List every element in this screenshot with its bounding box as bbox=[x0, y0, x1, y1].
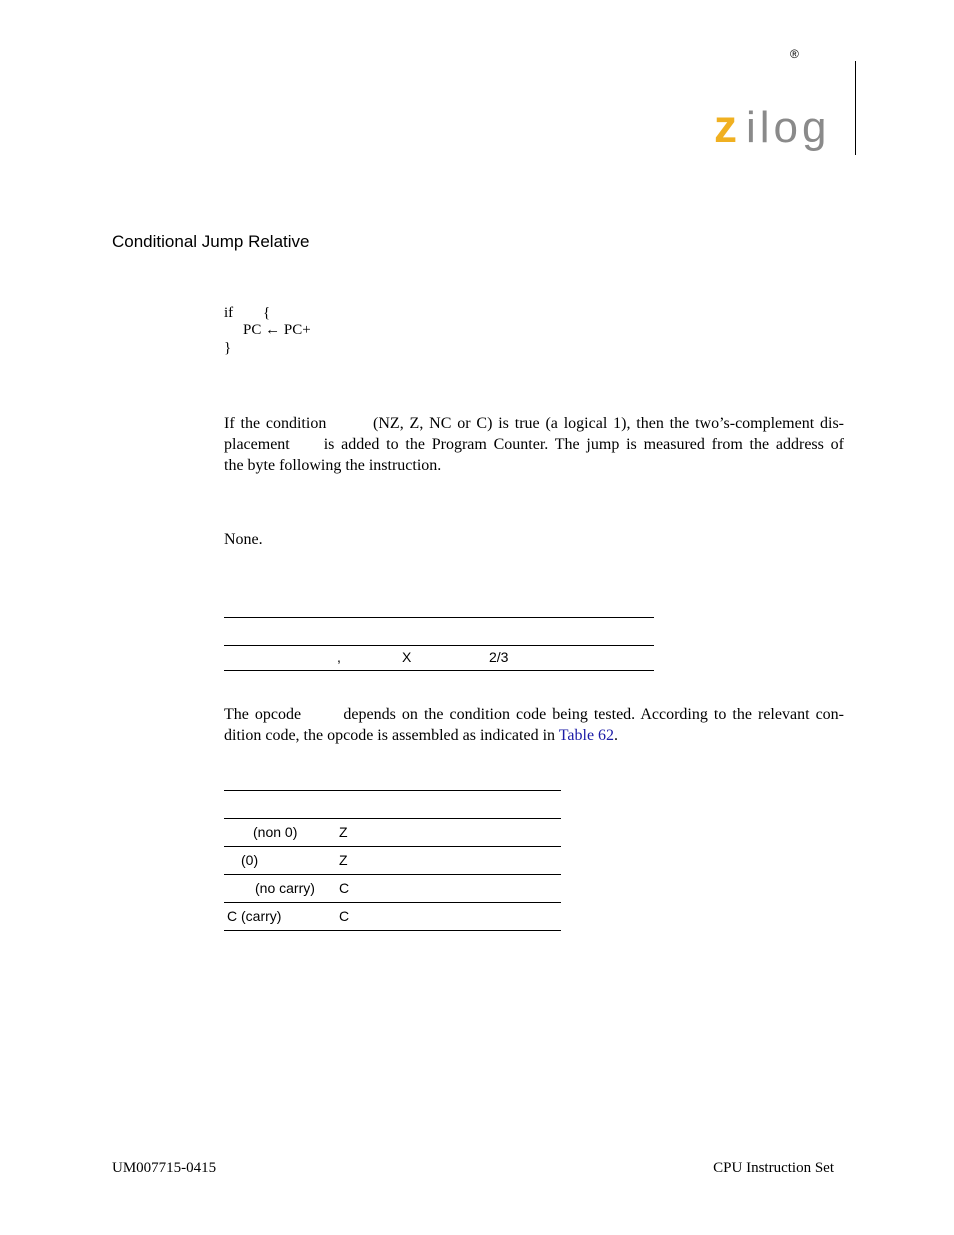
opcode-paragraph bbox=[224, 704, 844, 746]
footer-section-title: CPU Instruction Set bbox=[713, 1160, 834, 1176]
opcode-line bbox=[224, 725, 844, 746]
table-cell-cycles: 2/3 bbox=[489, 649, 509, 665]
footer-document-id: UM007715-0415 bbox=[112, 1160, 217, 1176]
description-line: placement is added to the Program Counter. The jump is measured from the address of bbox=[224, 436, 844, 453]
opcode-line-prefix: dition code, the opcode is assembled as indicated in bbox=[224, 727, 559, 744]
table-rule bbox=[224, 846, 561, 847]
table-62-link[interactable]: Table 62 bbox=[558, 727, 615, 744]
table-cell-comma: , bbox=[337, 649, 341, 665]
table-cell-x: X bbox=[402, 649, 412, 665]
header-divider bbox=[855, 61, 856, 155]
operation-brace-open: { bbox=[263, 305, 271, 321]
table-rule bbox=[224, 790, 561, 791]
condition-cell: (0) bbox=[241, 852, 259, 868]
operation-brace-close: } bbox=[224, 340, 232, 356]
description-paragraph bbox=[224, 413, 844, 476]
table-rule bbox=[224, 617, 654, 618]
description-line: If the condition (NZ, Z, NC or C) is true (a logical 1), then the two’s-complement dis- bbox=[224, 415, 844, 432]
table-rule bbox=[224, 818, 561, 819]
opcode-line: The opcode depends on the condition code being tested. According to the relevant con- bbox=[224, 706, 844, 723]
registered-mark: ® bbox=[790, 47, 799, 61]
flag-cell: Z bbox=[339, 824, 348, 840]
flags-text: None. bbox=[224, 531, 263, 548]
condition-cell: (non 0) bbox=[253, 824, 298, 840]
table-rule bbox=[224, 902, 561, 903]
section-heading: Conditional Jump Relative bbox=[112, 232, 310, 251]
table-rule bbox=[224, 670, 654, 671]
svg-text:z: z bbox=[714, 104, 737, 152]
operation-if: if bbox=[224, 305, 234, 321]
svg-text:ilog: ilog bbox=[746, 104, 831, 152]
table-rule bbox=[224, 874, 561, 875]
table-rule bbox=[224, 645, 654, 646]
flag-cell: C bbox=[339, 880, 350, 896]
description-line: the byte following the instruction. bbox=[224, 457, 442, 474]
flag-cell: C bbox=[339, 908, 350, 924]
condition-cell: (no carry) bbox=[255, 880, 315, 896]
condition-cell: C (carry) bbox=[227, 908, 282, 924]
opcode-line-suffix: . bbox=[614, 727, 619, 744]
operation-assignment: PC ← PC+ bbox=[243, 322, 311, 338]
flag-cell: Z bbox=[339, 852, 348, 868]
table-rule bbox=[224, 930, 561, 931]
zilog-logo bbox=[712, 104, 848, 160]
